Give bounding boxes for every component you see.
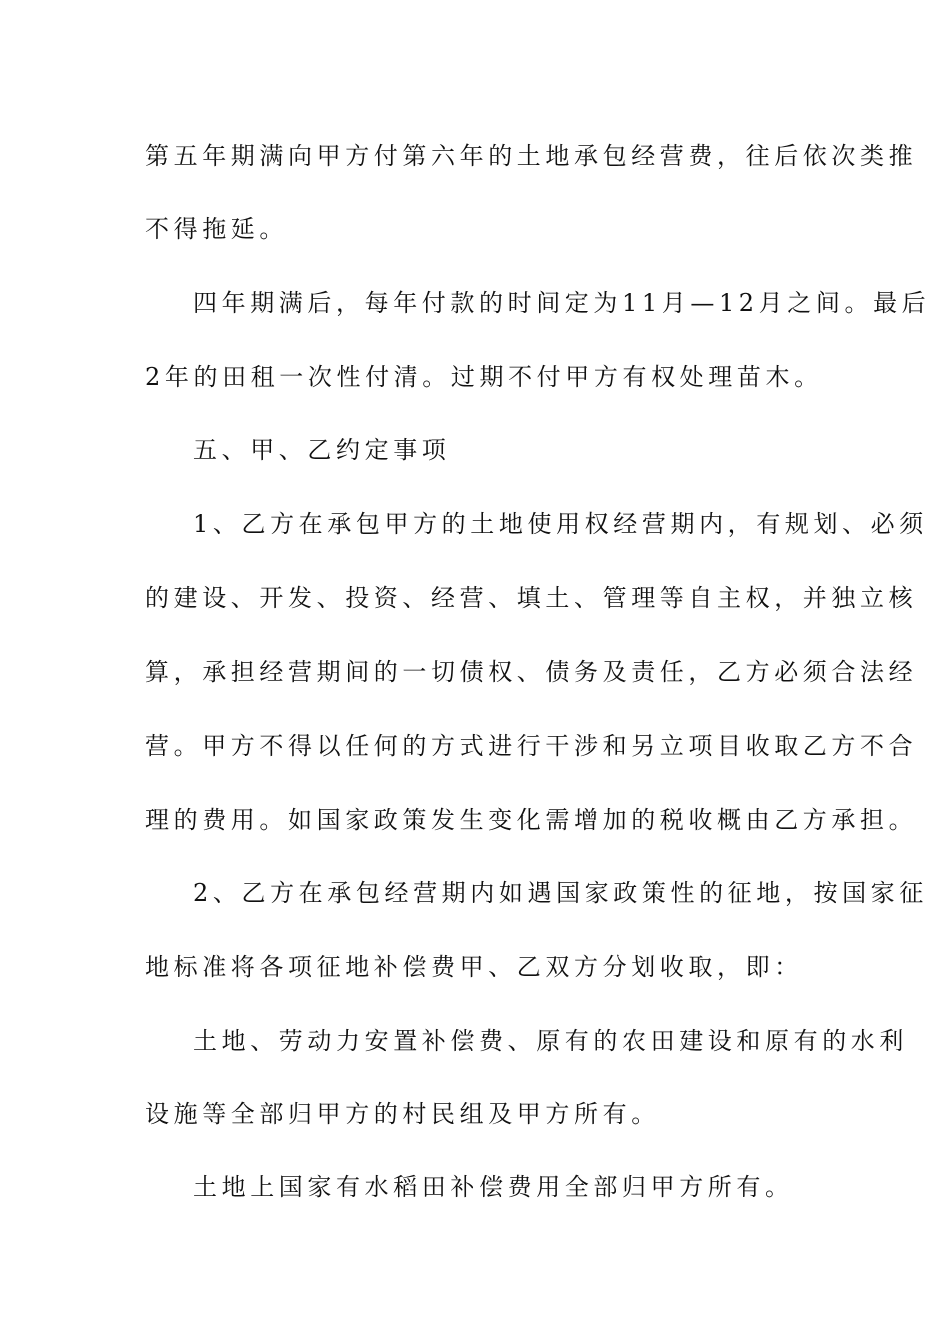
text-line: 地标准将各项征地补偿费甲、乙双方分划收取，即： bbox=[145, 953, 803, 981]
text-line: 不得拖延。 bbox=[145, 215, 288, 243]
text-line: 算，承担经营期间的一切债权、债务及责任，乙方必须合法经 bbox=[145, 658, 918, 686]
text-line: 土地上国家有水稻田补偿费用全部归甲方所有。 bbox=[193, 1173, 794, 1201]
text-line: 营。甲方不得以任何的方式进行干涉和另立项目收取乙方不合 bbox=[145, 732, 918, 760]
text-line: 四年期满后，每年付款的时间定为11月—12月之间。最后 bbox=[193, 289, 931, 317]
text-line: 土地、劳动力安置补偿费、原有的农田建设和原有的水利 bbox=[193, 1027, 908, 1055]
text-line: 第五年期满向甲方付第六年的土地承包经营费，往后依次类推 bbox=[145, 142, 918, 170]
text-line: 设施等全部归甲方的村民组及甲方所有。 bbox=[145, 1100, 660, 1128]
text-line: 的建设、开发、投资、经营、填土、管理等自主权，并独立核 bbox=[145, 584, 918, 612]
text-line: 2、乙方在承包经营期内如遇国家政策性的征地，按国家征 bbox=[193, 879, 928, 907]
text-line: 2年的田租一次性付清。过期不付甲方有权处理苗木。 bbox=[145, 363, 823, 391]
text-line: 理的费用。如国家政策发生变化需增加的税收概由乙方承担。 bbox=[145, 806, 918, 834]
text-line: 1、乙方在承包甲方的土地使用权经营期内，有规划、必须 bbox=[193, 510, 928, 538]
section-heading: 五、甲、乙约定事项 bbox=[193, 436, 451, 464]
